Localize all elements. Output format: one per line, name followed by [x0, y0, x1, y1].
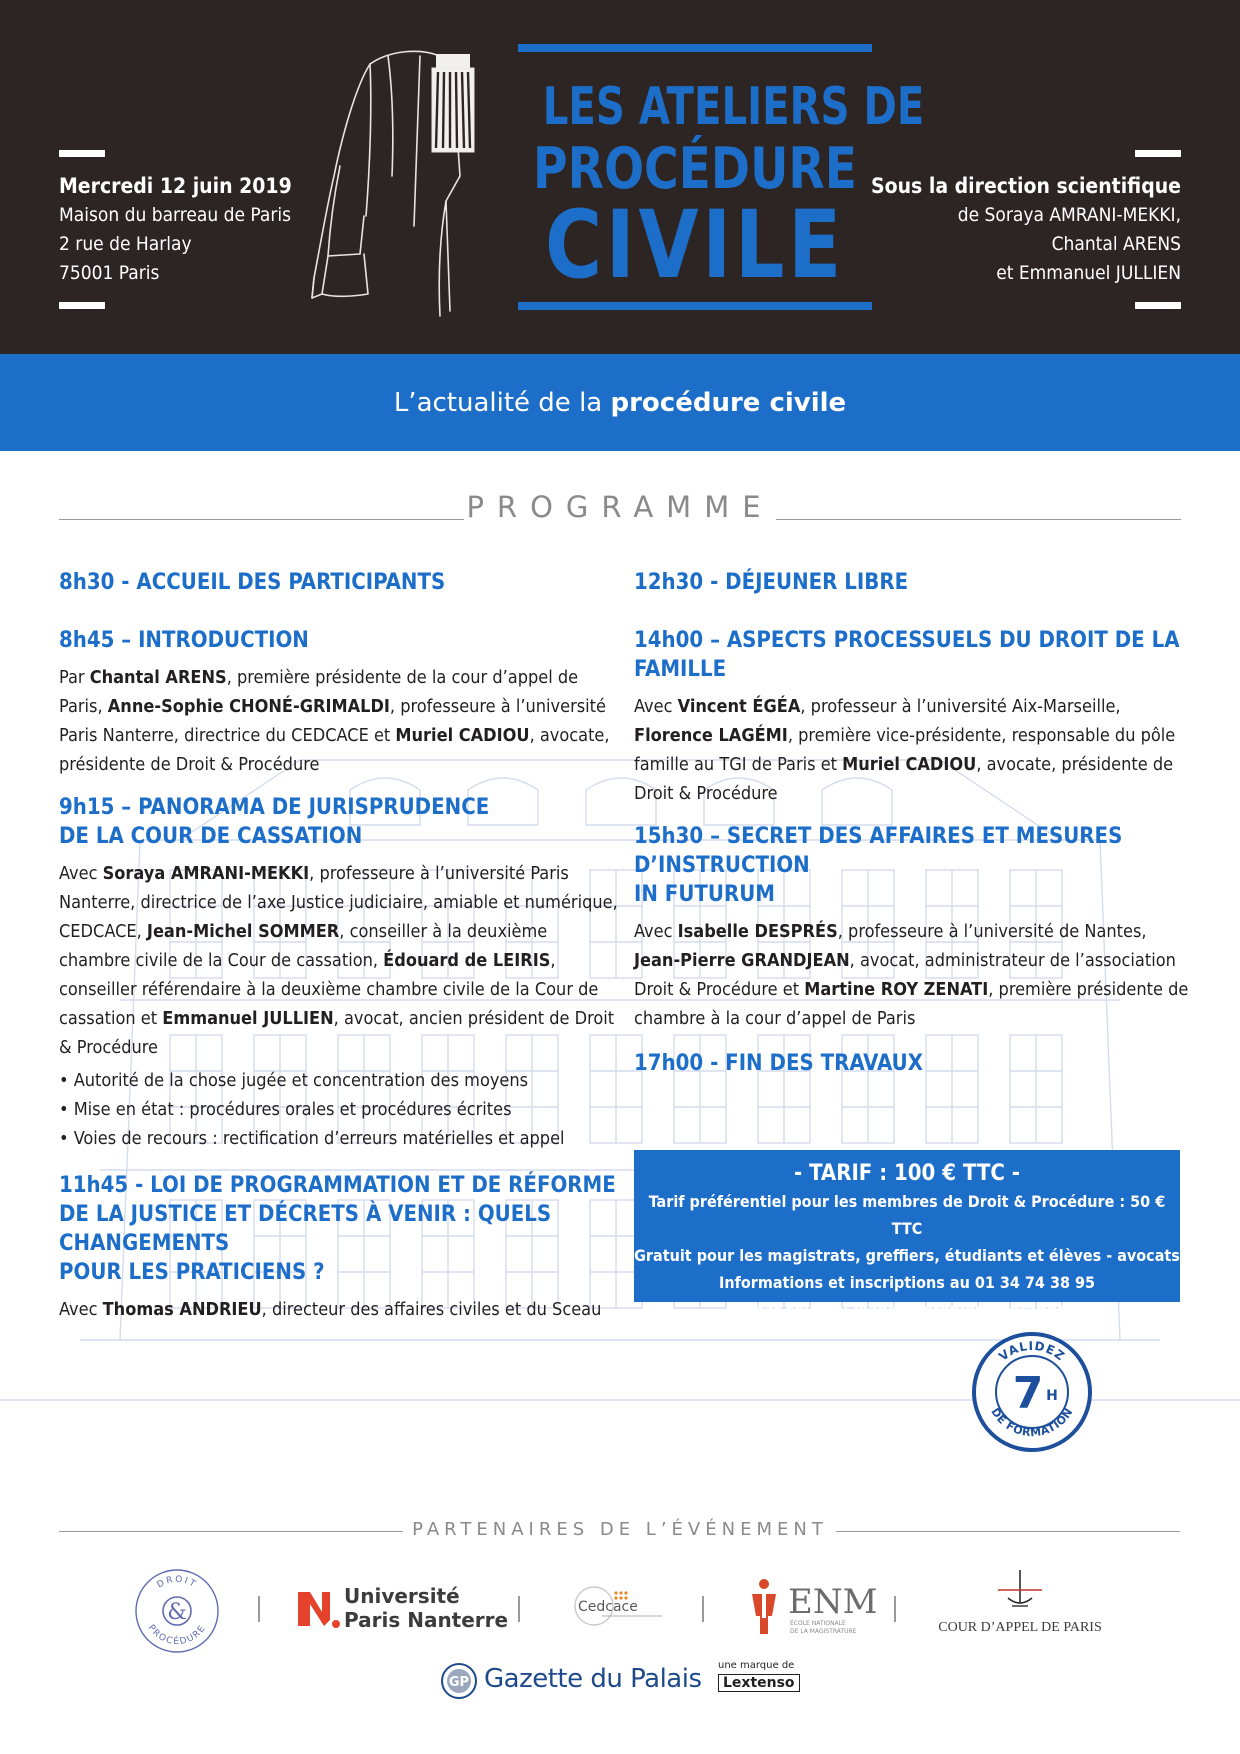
event-venue: Maison du barreau de Paris — [59, 204, 292, 226]
speaker-text: , conseiller à la deuxième chambre civile de la Cour de cassation, — [59, 921, 548, 971]
tarif-free-label: Gratuit — [634, 1246, 692, 1265]
topic-item: • Autorité de la chose jugée et concentration des moyens — [59, 1070, 529, 1091]
left-top-divider — [59, 150, 105, 157]
speaker-name: Emmanuel JULLIEN — [162, 1008, 334, 1029]
speaker-text: , avocat, administrateur de l’association Droit & Procédure et — [634, 950, 1176, 1000]
topic-text: Autorité de la chose jugée et concentration des moyens — [73, 1070, 529, 1091]
direction-heading: Sous la direction scientifique — [871, 174, 1181, 198]
speaker-name: Vincent ÉGÉA — [677, 696, 801, 717]
droit-procedure-logo-symbol: & — [167, 1600, 187, 1625]
tarif-email-link[interactable]: jeande.veronique@orange.fr — [853, 1300, 1086, 1319]
title-line-2: PROCÉDURE — [533, 136, 857, 202]
badge-number: 7 — [1012, 1368, 1044, 1419]
direction-line-1: de Soraya AMRANI-MEKKI, — [957, 204, 1181, 226]
topic-text: Mise en état : procédures orales et procédures écrites — [73, 1099, 512, 1120]
tarif-free-rest: pour les magistrats, greffiers, étudiants et élèves - avocats — [691, 1246, 1180, 1265]
session-0915-body — [59, 859, 619, 1062]
direction-line-3: et Emmanuel JULLIEN — [996, 262, 1181, 284]
tarif-member-price — [634, 1188, 1180, 1242]
speaker-name: Jean-Michel SOMMER — [146, 921, 340, 942]
speaker-text: Avec — [634, 696, 678, 717]
session-0845-body — [59, 663, 619, 779]
session-1530-title-line-1: 15h30 – SECRET DES AFFAIRES ET MESURES D’INSTRUCTION — [634, 824, 1123, 878]
enm-subtitle-line-2: DE LA MAGISTRATURE — [790, 1628, 857, 1635]
partners-rule-right — [836, 1531, 1180, 1532]
topic-item: • Mise en état : procédures orales et procédures écrites — [59, 1099, 512, 1120]
programme-rule-right — [776, 519, 1181, 520]
session-0915-title — [59, 793, 619, 851]
tarif-email-prefix: ou par courriel — [728, 1300, 854, 1319]
session-1530-title-line-2: IN FUTURUM — [634, 882, 775, 907]
svg-text:PROCÉDURE — [146, 1623, 209, 1647]
nanterre-n-icon — [296, 1586, 340, 1630]
event-street: 2 rue de Harlay — [59, 233, 192, 255]
direction-line-2: Chantal ARENS — [1051, 233, 1181, 255]
speaker-name: Muriel CADIOU — [842, 754, 977, 775]
droit-procedure-logo-bottom: PROCÉDURE — [145, 1623, 209, 1648]
speaker-text: , avocate, présidente de Droit & Procédure — [634, 754, 1174, 804]
speaker-text: , directeur des affaires civiles et du Sceau — [261, 1299, 602, 1320]
speaker-name: Édouard de LEIRIS — [383, 950, 551, 971]
speaker-text: , première vice-présidente, responsable du pôle famille au TGI de Paris et — [634, 725, 1176, 775]
speaker-name: Martine ROY ZENATI — [804, 979, 989, 1000]
event-date: Mercredi 12 juin 2019 — [59, 174, 292, 198]
badge-bottom-text: DE FORMATION — [988, 1405, 1076, 1440]
speaker-text: , professeure à l’université Paris Nanterre, directrice de l’axe Justice judiciaire, amiable et numérique, CEDCACE, — [59, 863, 618, 942]
session-0830-title: 8h30 - ACCUEIL DES PARTICIPANTS — [59, 570, 446, 595]
cedcace-name: Cedcace — [578, 1599, 638, 1615]
speaker-name: Muriel CADIOU — [395, 725, 530, 746]
partner-separator — [702, 1596, 704, 1622]
tarif-title: - TARIF : 100 € TTC - — [793, 1161, 1021, 1186]
programme-right-column — [634, 568, 1194, 1078]
session-1145-title — [59, 1171, 619, 1287]
session-1530-title — [634, 822, 1194, 909]
session-1700-title: 17h00 - FIN DES TRAVAUX — [634, 1051, 923, 1076]
programme-title: PROGRAMME — [466, 490, 774, 524]
nanterre-name-line-2: Paris Nanterre — [344, 1608, 509, 1632]
enm-name: ENM — [788, 1582, 878, 1622]
right-bottom-divider — [1135, 302, 1181, 309]
subtitle — [0, 388, 1240, 418]
speaker-text: Avec — [634, 921, 678, 942]
speaker-text: , professeure à l’université de Nantes, — [837, 921, 1147, 942]
speaker-name: Thomas ANDRIEU — [102, 1299, 262, 1320]
scientific-direction — [861, 172, 1181, 288]
droit-procedure-logo — [134, 1568, 220, 1654]
speaker-name: Florence LAGÉMI — [634, 725, 788, 746]
title-rule-bottom — [518, 302, 872, 310]
cedcace-logo — [572, 1584, 664, 1628]
event-city: 75001 Paris — [59, 262, 160, 284]
tarif-phone-line — [634, 1269, 1180, 1296]
speaker-name: Anne-Sophie CHONÉ-GRIMALDI — [107, 696, 390, 717]
gazette-name: Gazette du Palais — [484, 1664, 702, 1694]
session-1530-body — [634, 917, 1194, 1033]
subtitle-prefix: L’actualité de la — [393, 388, 611, 418]
session-1145-title-line-2: DE LA JUSTICE ET DÉCRETS À VENIR : QUELS CHANGEMENTS — [59, 1202, 552, 1256]
tarif-member-price-text: Tarif préférentiel pour les membres de Droit & Procédure : 50 € TTC — [648, 1192, 1166, 1238]
nanterre-name-line-1: Université — [344, 1584, 460, 1608]
lextenso-prefix: une marque de — [718, 1660, 795, 1671]
session-1230-title: 12h30 - DÉJEUNER LIBRE — [634, 570, 909, 595]
speaker-name: Chantal ARENS — [89, 667, 227, 688]
gazette-du-palais-logo — [440, 1660, 800, 1704]
subtitle-bold: procédure civile — [610, 388, 847, 418]
training-hours-badge — [968, 1328, 1096, 1456]
robe-rabat — [432, 54, 474, 152]
title-rule-top — [518, 44, 872, 52]
subtitle-band — [0, 354, 1240, 451]
enm-subtitle — [790, 1620, 856, 1636]
speaker-name: Jean-Pierre GRANDJEAN — [634, 950, 850, 971]
tarif-free-line — [634, 1242, 1180, 1269]
partners-title: PARTENAIRES DE L’ÉVÉNEMENT — [412, 1519, 828, 1540]
badge-unit: H — [1046, 1388, 1058, 1404]
speaker-text: Avec — [59, 1299, 103, 1320]
scales-icon — [990, 1568, 1050, 1614]
speaker-name: Isabelle DESPRÉS — [677, 921, 838, 942]
session-0915-title-line-2: DE LA COUR DE CASSATION — [59, 824, 363, 849]
event-info — [59, 172, 292, 288]
session-1400-body — [634, 692, 1194, 808]
tarif-email-line — [634, 1296, 1180, 1323]
cour-appel-name: COUR D’APPEL DE PARIS — [938, 1620, 1102, 1635]
gazette-gp-icon — [440, 1662, 478, 1700]
speaker-text: , première présidente de la cour d’appel de Paris, — [59, 667, 579, 717]
speaker-text: , conseiller référendaire à la deuxième chambre civile de la Cour de cassation et — [59, 950, 599, 1029]
enm-subtitle-line-1: ÉCOLE NATIONALE — [790, 1620, 846, 1627]
right-top-divider — [1135, 150, 1181, 157]
event-title — [518, 44, 925, 310]
speaker-text: Avec — [59, 863, 103, 884]
speaker-text: , avocate, présidente de Droit & Procédure — [59, 725, 610, 775]
enm-logo — [744, 1576, 878, 1640]
title-line-1: LES ATELIERS DE — [542, 77, 925, 137]
session-1400-title: 14h00 – ASPECTS PROCESSUELS DU DROIT DE LA FAMILLE — [634, 628, 1180, 682]
partner-separator — [258, 1596, 260, 1622]
speaker-name: Soraya AMRANI-MEKKI — [102, 863, 310, 884]
session-0845-title: 8h45 – INTRODUCTION — [59, 628, 309, 653]
session-0915-topics — [59, 1066, 619, 1153]
session-0915-title-line-1: 9h15 – PANORAMA DE JURISPRUDENCE — [59, 795, 490, 820]
title-line-3: CIVILE — [545, 191, 845, 300]
tarif-phone-text: Informations et inscriptions au 01 34 74 38 95 — [718, 1273, 1096, 1292]
programme-left-column — [59, 568, 619, 1324]
speaker-text: Par — [59, 667, 90, 688]
tarif-box — [634, 1150, 1180, 1319]
svg-text:GP: GP — [448, 1675, 470, 1690]
lawyer-robe-illustration — [300, 26, 510, 326]
lextenso-brand: Lextenso — [718, 1674, 800, 1692]
partner-separator — [894, 1596, 896, 1622]
badge-top-text: VALIDEZ — [996, 1338, 1068, 1364]
nanterre-name — [344, 1584, 508, 1632]
speaker-text: , première présidente de chambre à la cour d’appel de Paris — [634, 979, 1189, 1029]
droit-procedure-logo-top: DROIT — [155, 1574, 199, 1591]
cour-appel-paris-logo — [932, 1568, 1108, 1636]
header — [0, 0, 1240, 354]
topic-item: • Voies de recours : rectification d’erreurs matérielles et appel — [59, 1128, 565, 1149]
session-1145-body — [59, 1295, 619, 1324]
partner-separator — [518, 1596, 520, 1622]
session-1145-title-line-3: POUR LES PRATICIENS ? — [59, 1260, 325, 1285]
topic-text: Voies de recours : rectification d’erreurs matérielles et appel — [73, 1128, 565, 1149]
universite-paris-nanterre-logo — [296, 1584, 509, 1634]
speaker-text: , professeur à l’université Aix-Marseille, — [800, 696, 1121, 717]
speaker-text: , avocat, ancien président de Droit & Procédure — [59, 1008, 615, 1058]
enm-figure-icon — [744, 1576, 784, 1636]
svg-text:DROIT — [156, 1575, 199, 1591]
left-bottom-divider — [59, 302, 105, 309]
speaker-text: , professeure à l’université Paris Nanterre, directrice du CEDCACE et — [59, 696, 606, 746]
session-1145-title-line-1: 11h45 - LOI DE PROGRAMMATION ET DE RÉFORME — [59, 1173, 616, 1198]
